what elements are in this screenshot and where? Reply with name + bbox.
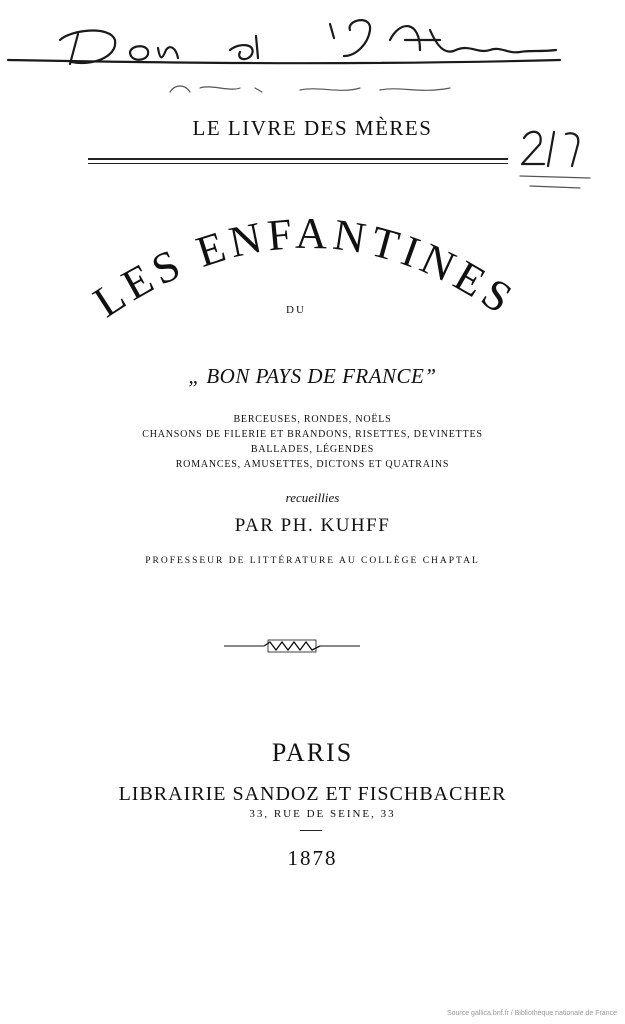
main-title-text: LES ENFANTINES	[84, 208, 525, 327]
author: PAR PH. KUHFF	[234, 515, 391, 536]
genre-line: BERCEUSES, RONDES, NOËLS	[233, 414, 392, 425]
header-rule	[88, 163, 508, 164]
main-title	[0, 190, 625, 370]
collected-note: recueillies	[285, 490, 340, 505]
genre-line: CHANSONS DE FILERIE ET BRANDONS, RISETTES, DEVINETTES	[142, 429, 483, 440]
genre-line: ROMANCES, AMUSETTES, DICTONS ET QUATRAINS	[175, 459, 450, 470]
series-title: LE LIVRE DES MÈRES	[192, 116, 433, 140]
handwritten-dedication	[0, 0, 625, 110]
publisher-address: 33, RUE DE SEINE, 33	[249, 808, 396, 820]
imprint-city: PARIS	[271, 738, 354, 767]
subtitle: „ BON PAYS DE FRANCE”	[188, 364, 437, 388]
author-position: PROFESSEUR DE LITTÉRATURE AU COLLÈGE CHAPTAL	[145, 556, 480, 566]
year-rule	[300, 830, 322, 831]
header-rule	[88, 158, 508, 160]
title-connector: DU	[286, 304, 306, 316]
publication-year: 1878	[287, 846, 338, 870]
publisher: LIBRAIRIE SANDOZ ET FISCHBACHER	[118, 783, 507, 805]
genre-line: BALLADES, LÉGENDES	[250, 444, 375, 455]
ornament-divider	[222, 638, 362, 654]
source-credit: Source gallica.bnf.fr / Bibliothèque nationale de France	[446, 1010, 617, 1017]
